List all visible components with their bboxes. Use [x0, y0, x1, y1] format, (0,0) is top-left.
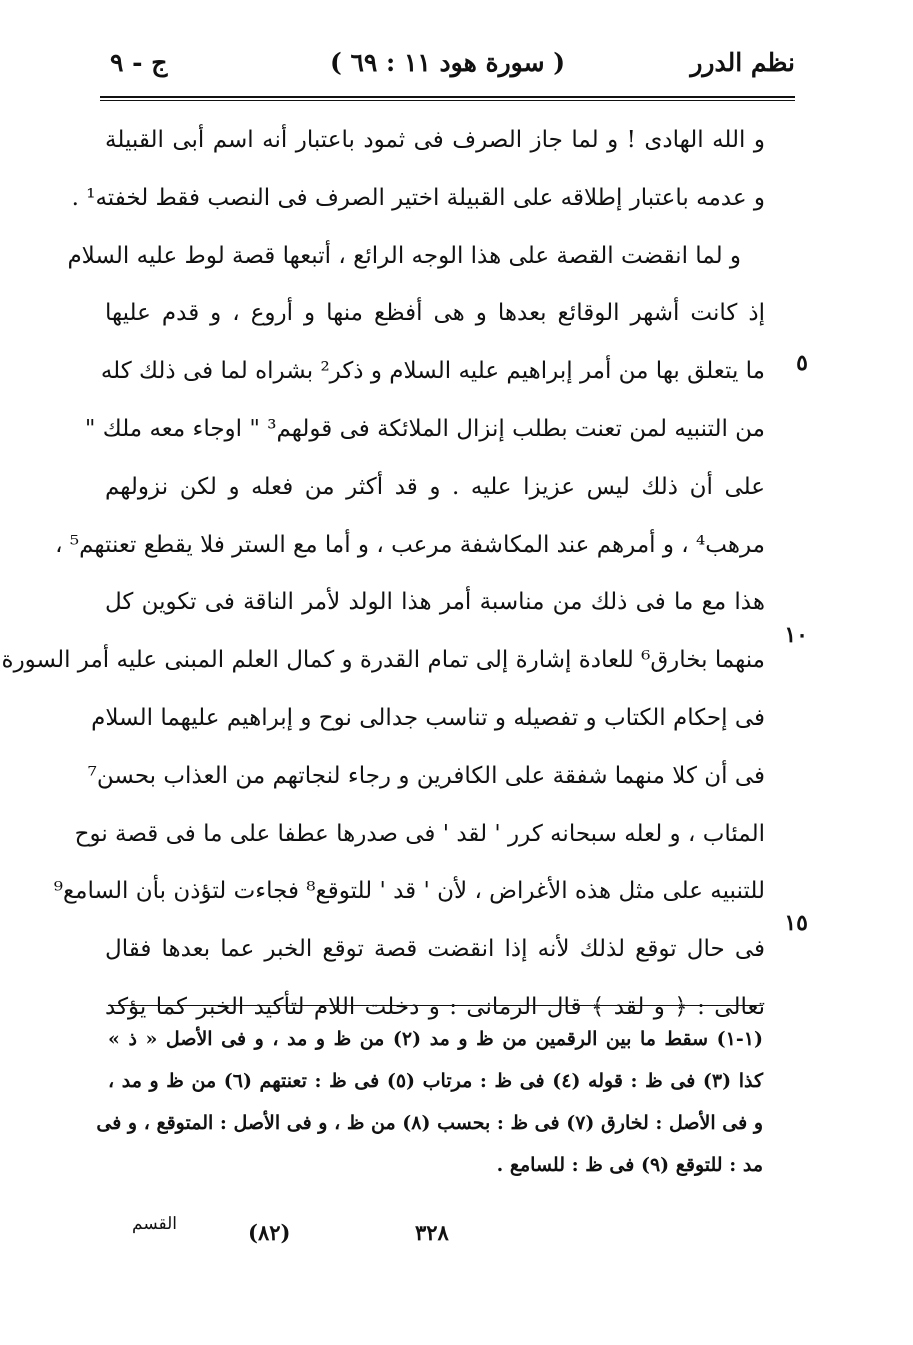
- header-rule: [100, 96, 795, 98]
- text-line: مرهب⁴ ، و أمرهم عند المكاشفة مرعب ، و أما مع الستر فلا يقطع تعنتهم⁵ ،: [55, 531, 765, 558]
- signature-number: (٨٢): [248, 1220, 291, 1245]
- text-line: من التنبيه لمن تعنت بطلب إنزال الملائكة فى قولهم³ " اوجاء معه ملك ": [84, 415, 765, 442]
- page-footer: [100, 1214, 795, 1260]
- surah-reference: ( سورة هود ١١ : ٦٩ ): [329, 48, 566, 77]
- volume-label: ج - ٩: [110, 48, 168, 77]
- line-number-5: ٥: [796, 350, 808, 376]
- text-line: هذا مع ما فى ذلك من مناسبة أمر هذا الولد لأمر الناقة فى تكوين كل: [105, 589, 765, 616]
- footnote-line: (١-١) سقط ما بين الرقمين من ظ و مد (٢) من ظ و مد ، و فى الأصل « ذ »: [108, 1028, 763, 1050]
- text-line: و الله الهادى ! و لما جاز الصرف فى ثمود باعتبار أنه اسم أبى القبيلة: [105, 127, 765, 153]
- footnote-line: و فى الأصل : لخارق (٧) فى ظ : بحسب (٨) من ظ ، و فى الأصل : المتوقع ، و فى: [96, 1112, 763, 1134]
- text-line: فى إحكام الكتاب و تفصيله و تناسب جدالى نوح و إبراهيم عليهما السلام: [91, 704, 765, 731]
- text-line: ما يتعلق بها من أمر إبراهيم عليه السلام و ذكر² بشراه لما فى ذلك كله: [100, 358, 765, 385]
- text-line: فى حال توقع لذلك لأنه إذا انقضت قصة توقع الخبر عما بعدها فقال: [105, 936, 765, 963]
- text-line: على أن ذلك ليس عزيزا عليه . و قد أكثر من فعله و لكن نزولهم: [105, 473, 765, 500]
- header-rule-thin: [100, 100, 795, 101]
- line-number-10: ١٠: [784, 622, 808, 648]
- running-header: [100, 42, 795, 86]
- text-line: و لما انقضت القصة على هذا الوجه الرائع ، أتبعها قصة لوط عليه السلام: [67, 242, 741, 269]
- footnote-rule: [108, 1005, 763, 1006]
- text-line: للتنبيه على مثل هذه الأغراض ، لأن ' قد ' للتوقع⁸ فجاءت لتؤذن بأن السامع⁹: [53, 878, 765, 905]
- main-text: [1, 112, 765, 1037]
- signature-label: القسم: [132, 1214, 177, 1234]
- book-title: نظم الدرر: [690, 48, 795, 77]
- footnote-line: كذا (٣) فى ظ : قوله (٤) فى ظ : مرتاب (٥) فى ظ : تعنتهم (٦) من ظ و مد ،: [108, 1070, 764, 1092]
- text-line: إذ كانت أشهر الوقائع بعدها و هى أفظع منها و أروع ، و قدم عليها: [105, 300, 765, 327]
- text-line: المئاب ، و لعله سبحانه كرر ' لقد ' فى صدرها عطفا على ما فى قصة نوح: [74, 820, 765, 847]
- text-line: و عدمه باعتبار إطلاقه على القبيلة اختير الصرف فى النصب فقط لخفته¹ .: [71, 184, 765, 211]
- footnote-line: مد : للتوقع (٩) فى ظ : للسامع .: [496, 1154, 763, 1176]
- text-line: منهما بخارق⁶ للعادة إشارة إلى تمام القدرة و كمال العلم المبنى عليه أمر السورة: [1, 647, 765, 674]
- text-line: فى أن كلا منهما شفقة على الكافرين و رجاء لنجاتهم من العذاب بحسن⁷: [87, 762, 765, 789]
- line-number-15: ١٥: [784, 910, 808, 936]
- footnotes: [96, 1018, 764, 1186]
- page-number: ٣٢٨: [415, 1220, 449, 1245]
- text-line: تعالى : ﴿ و لقد ﴾ قال الرمانى : و دخلت اللام لتأكيد الخبر كما يؤكد: [105, 993, 765, 1020]
